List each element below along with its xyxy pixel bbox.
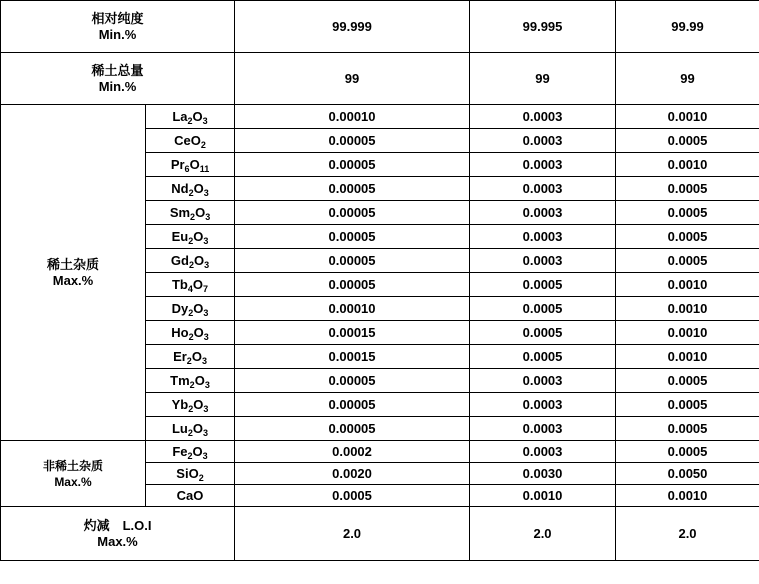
impurity-value: 0.00005	[235, 177, 470, 201]
treo-unit: Min.%	[98, 78, 137, 94]
treo-label	[1, 53, 235, 105]
compound-formula	[146, 417, 235, 441]
formula-symbol: O	[195, 204, 206, 220]
formula-symbol: Eu	[171, 228, 189, 244]
treo-value: 99	[616, 53, 759, 105]
non-rare-earth-impurities-label	[1, 441, 146, 507]
rare-earth-impurities-label	[1, 105, 146, 441]
rare-earth-impurities-label-cn: 稀土杂质	[46, 256, 99, 272]
formula-symbol: O	[193, 396, 204, 412]
relative-purity-label	[1, 1, 235, 53]
impurity-value: 0.0005	[616, 249, 759, 273]
formula-symbol: O	[189, 156, 200, 172]
formula-subscript: 3	[203, 187, 209, 198]
formula-subscript: 2	[188, 259, 194, 270]
formula-subscript: 3	[203, 235, 209, 246]
formula-symbol: O	[192, 443, 203, 459]
formula-symbol: CeO	[174, 132, 201, 148]
compound-formula	[146, 485, 235, 507]
formula-subscript: 6	[184, 163, 190, 174]
impurity-value: 0.0005	[616, 369, 759, 393]
compound-formula	[146, 201, 235, 225]
impurity-value: 0.0005	[235, 485, 470, 507]
formula-symbol: Tm	[170, 372, 190, 388]
formula-symbol: O	[192, 420, 204, 436]
treo-value: 99	[235, 53, 470, 105]
impurity-value: 0.0005	[616, 417, 759, 441]
compound-formula	[146, 321, 235, 345]
impurity-value: 0.0010	[616, 297, 759, 321]
rare-earth-impurities-label-unit: Max.%	[52, 272, 94, 288]
impurity-value: 0.0005	[616, 393, 759, 417]
formula-subscript: 2	[188, 403, 194, 414]
compound-formula	[146, 273, 235, 297]
formula-symbol: Pr	[170, 156, 185, 172]
impurity-value: 0.00010	[235, 105, 470, 129]
formula-subscript: 2	[188, 307, 194, 318]
treo-row	[1, 53, 759, 105]
impurity-row	[1, 441, 759, 463]
compound-formula	[146, 249, 235, 273]
formula-symbol: O	[193, 300, 204, 316]
non-rare-earth-impurities-label-unit: Max.%	[54, 474, 92, 489]
loi-cn: 灼减 L.O.I	[83, 517, 152, 533]
impurity-value: 0.0050	[616, 463, 759, 485]
formula-symbol: SiO	[176, 465, 199, 481]
formula-symbol: Gd	[170, 252, 189, 268]
formula-subscript: 7	[203, 283, 209, 294]
formula-subscript: 2	[187, 450, 193, 461]
impurity-value: 0.0005	[616, 177, 759, 201]
impurity-value: 0.0005	[616, 225, 759, 249]
impurity-value: 0.00005	[235, 273, 470, 297]
formula-subscript: 2	[188, 331, 194, 342]
impurity-value: 0.0003	[470, 369, 616, 393]
formula-symbol: La	[172, 108, 188, 124]
formula-subscript: 3	[204, 259, 210, 270]
formula-symbol: Lu	[171, 420, 188, 436]
impurity-value: 0.0010	[616, 345, 759, 369]
formula-subscript: 3	[203, 427, 209, 438]
impurity-value: 0.00005	[235, 369, 470, 393]
impurity-value: 0.0003	[470, 105, 616, 129]
formula-symbol: CaO	[176, 487, 204, 503]
impurity-value: 0.00005	[235, 417, 470, 441]
treo-cn: 稀土总量	[91, 62, 144, 78]
impurity-value: 0.00005	[235, 201, 470, 225]
purity-value: 99.995	[470, 1, 616, 53]
compound-formula	[146, 225, 235, 249]
formula-subscript: 2	[190, 211, 196, 222]
impurity-value: 0.0003	[470, 225, 616, 249]
loi-row	[1, 507, 759, 561]
impurity-value: 0.0003	[470, 129, 616, 153]
impurity-value: 0.0003	[470, 393, 616, 417]
loi-value: 2.0	[470, 507, 616, 561]
formula-symbol: Nd	[171, 180, 189, 196]
formula-subscript: 2	[187, 427, 193, 438]
impurity-value: 0.0005	[616, 201, 759, 225]
loi-value: 2.0	[616, 507, 759, 561]
formula-subscript: 3	[204, 379, 210, 390]
formula-symbol: Dy	[171, 300, 189, 316]
impurity-value: 0.0003	[470, 153, 616, 177]
relative-purity-cn: 相对纯度	[91, 10, 144, 26]
formula-symbol: O	[194, 372, 205, 388]
impurity-value: 0.0003	[470, 249, 616, 273]
formula-subscript: 2	[188, 187, 194, 198]
formula-subscript: 3	[203, 331, 209, 342]
formula-symbol: O	[193, 324, 204, 340]
rare-earth-impurities-group	[1, 105, 759, 441]
formula-symbol: O	[192, 276, 204, 292]
formula-symbol: Er	[173, 348, 187, 364]
loi-unit: Max.%	[97, 533, 138, 549]
impurity-value: 0.0005	[616, 129, 759, 153]
formula-subscript: 2	[188, 235, 194, 246]
formula-symbol: O	[192, 108, 203, 124]
impurity-value: 0.0005	[470, 297, 616, 321]
non-rare-earth-impurities-group	[1, 441, 759, 507]
formula-subscript: 3	[205, 211, 211, 222]
treo-value: 99	[470, 53, 616, 105]
impurity-row	[1, 105, 759, 129]
compound-formula	[146, 153, 235, 177]
non-rare-earth-impurities-label-cn: 非稀土杂质	[42, 458, 103, 473]
impurity-value: 0.0030	[470, 463, 616, 485]
formula-subscript: 3	[202, 115, 208, 126]
formula-subscript: 2	[198, 472, 204, 483]
compound-formula	[146, 393, 235, 417]
impurity-value: 0.0005	[616, 441, 759, 463]
impurity-value: 0.00005	[235, 153, 470, 177]
impurity-value: 0.0010	[616, 321, 759, 345]
compound-formula	[146, 441, 235, 463]
impurity-value: 0.0003	[470, 177, 616, 201]
compound-formula	[146, 129, 235, 153]
formula-symbol: Tb	[171, 276, 188, 292]
loi-value: 2.0	[235, 507, 470, 561]
impurity-value: 0.0002	[235, 441, 470, 463]
impurity-value: 0.00005	[235, 225, 470, 249]
relative-purity-unit: Min.%	[98, 26, 137, 42]
compound-formula	[146, 463, 235, 485]
compound-formula	[146, 369, 235, 393]
loi-label	[1, 507, 235, 561]
impurity-value: 0.0010	[616, 273, 759, 297]
impurity-value: 0.00005	[235, 129, 470, 153]
formula-symbol: O	[193, 180, 204, 196]
compound-formula	[146, 177, 235, 201]
impurity-value: 0.0010	[470, 485, 616, 507]
formula-subscript: 3	[202, 450, 208, 461]
purity-value: 99.99	[616, 1, 759, 53]
impurity-value: 0.0003	[470, 417, 616, 441]
relative-purity-row	[1, 1, 759, 53]
impurity-value: 0.0010	[616, 485, 759, 507]
purity-value: 99.999	[235, 1, 470, 53]
impurity-value: 0.0020	[235, 463, 470, 485]
formula-symbol: Sm	[169, 204, 191, 220]
impurity-value: 0.0010	[616, 153, 759, 177]
formula-subscript: 3	[203, 307, 209, 318]
formula-symbol: Yb	[171, 396, 189, 412]
formula-symbol: O	[191, 348, 202, 364]
formula-symbol: O	[193, 228, 204, 244]
formula-subscript: 11	[199, 163, 210, 174]
formula-subscript: 3	[203, 403, 209, 414]
impurity-value: 0.0005	[470, 321, 616, 345]
formula-symbol: Fe	[172, 443, 188, 459]
impurity-value: 0.00005	[235, 393, 470, 417]
formula-subscript: 2	[187, 115, 193, 126]
impurity-value: 0.00015	[235, 321, 470, 345]
formula-symbol: O	[193, 252, 205, 268]
impurity-value: 0.0010	[616, 105, 759, 129]
impurity-value: 0.00015	[235, 345, 470, 369]
formula-subscript: 2	[189, 379, 195, 390]
compound-formula	[146, 105, 235, 129]
impurity-value: 0.00010	[235, 297, 470, 321]
formula-subscript: 2	[186, 355, 192, 366]
compound-formula	[146, 297, 235, 321]
impurity-value: 0.00005	[235, 249, 470, 273]
formula-symbol: Ho	[171, 324, 189, 340]
impurity-value: 0.0005	[470, 273, 616, 297]
formula-subscript: 4	[187, 283, 193, 294]
formula-subscript: 3	[201, 355, 207, 366]
impurity-value: 0.0003	[470, 201, 616, 225]
formula-subscript: 2	[200, 139, 206, 150]
impurity-value: 0.0005	[470, 345, 616, 369]
impurity-value: 0.0003	[470, 441, 616, 463]
compound-formula	[146, 345, 235, 369]
